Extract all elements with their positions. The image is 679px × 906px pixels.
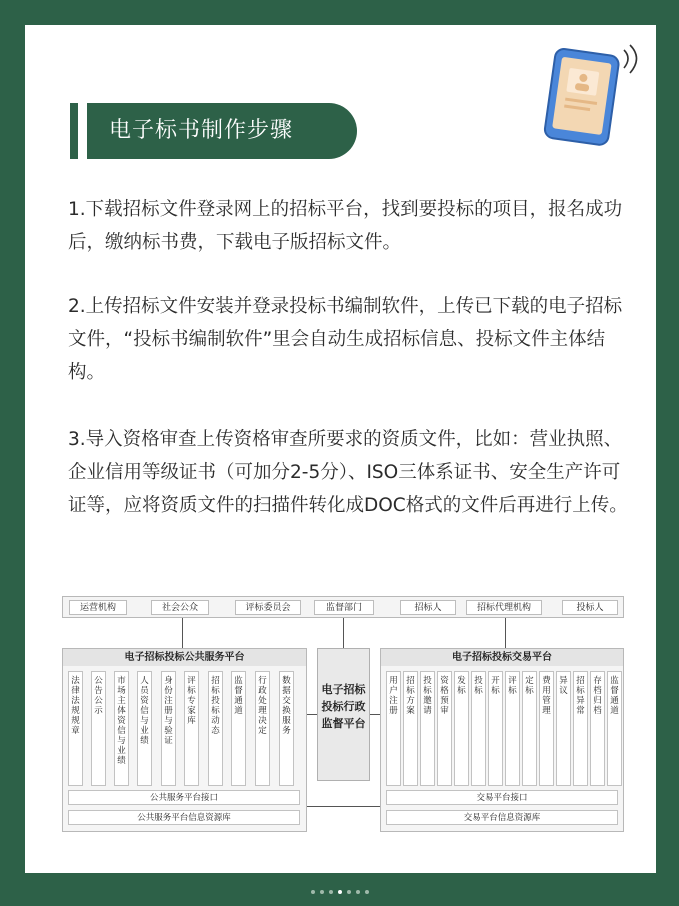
module-column: 投标: [471, 671, 486, 786]
page-dot[interactable]: [365, 890, 369, 894]
page-dot[interactable]: [347, 890, 351, 894]
page-dot-active[interactable]: [338, 890, 342, 894]
module-column: 监督通道: [231, 671, 246, 786]
connector-arrow: [343, 618, 344, 648]
module-column: 费用管理: [539, 671, 554, 786]
module-column: 用户注册: [386, 671, 401, 786]
panel-title: 电子招标投标交易平台: [381, 649, 623, 666]
database-bar: 公共服务平台信息资源库: [68, 810, 300, 825]
entity-box: 社会公众: [151, 600, 209, 615]
step-3-text: 3.导入资格审查上传资格审查所要求的资质文件，比如：营业执照、企业信用等级证书（可加分2-5分）、ISO三体系证书、安全生产许可证等，应将资质文件的扫描件转化成DOC格式的文件后再进行上传。: [68, 429, 628, 516]
page-dot[interactable]: [356, 890, 360, 894]
module-column: 公告公示: [91, 671, 106, 786]
step-1-text: 1.下载招标文件登录网上的招标平台，找到要投标的项目，报名成功后，缴纳标书费，下载电子版招标文件。: [68, 199, 623, 253]
connector-arrow: [370, 714, 380, 715]
entity-box: 投标人: [562, 600, 618, 615]
module-column: 定标: [522, 671, 537, 786]
module-column: 身份注册与验证: [161, 671, 176, 786]
module-column: 人员资信与业绩: [137, 671, 152, 786]
entity-box: 招标代理机构: [466, 600, 542, 615]
connector-arrow: [307, 806, 380, 807]
module-column: 法律法规规章: [68, 671, 83, 786]
module-column: 招标方案: [403, 671, 418, 786]
module-column: 投标邀请: [420, 671, 435, 786]
module-column: 招标投标动态: [208, 671, 223, 786]
connector-arrow: [182, 618, 183, 648]
module-column: 存档归档: [590, 671, 605, 786]
entity-box: 监督部门: [314, 600, 374, 615]
database-bar: 交易平台信息资源库: [386, 810, 618, 825]
platform-diagram: [62, 596, 624, 832]
page-dot[interactable]: [329, 890, 333, 894]
title-tab: [87, 103, 357, 159]
entity-box: 运营机构: [69, 600, 127, 615]
page-dot[interactable]: [311, 890, 315, 894]
module-column: 招标异常: [573, 671, 588, 786]
page-indicator: [0, 890, 679, 894]
connector-arrow: [505, 618, 506, 648]
trading-platform-panel: [380, 648, 624, 832]
module-column: 市场主体资信与业绩: [114, 671, 129, 786]
step-2-text: 2.上传招标文件安装并登录投标书编制软件，上传已下载的电子招标文件，“投标书编制软件”里会自动生成招标信息、投标文件主体结构。: [68, 296, 623, 383]
module-column: 发标: [454, 671, 469, 786]
interface-bar: 交易平台接口: [386, 790, 618, 805]
module-column: 评标: [505, 671, 520, 786]
tablet-icon: [538, 40, 648, 150]
public-service-panel: [62, 648, 307, 832]
panel-title: 电子招标投标公共服务平台: [63, 649, 306, 666]
page-dot[interactable]: [320, 890, 324, 894]
module-column: 评标专家库: [184, 671, 199, 786]
entity-box: 招标人: [400, 600, 456, 615]
entity-box: 评标委员会: [235, 600, 301, 615]
entity-row: [62, 596, 624, 618]
module-column: 开标: [488, 671, 503, 786]
connector-arrow: [307, 714, 317, 715]
module-column: 异议: [556, 671, 571, 786]
page-title: 电子标书制作步骤: [109, 118, 294, 143]
supervision-platform: 电子招标投标行政监督平台: [317, 648, 370, 781]
module-column: 监督通道: [607, 671, 622, 786]
module-column: 行政处理决定: [255, 671, 270, 786]
module-column: 资格预审: [437, 671, 452, 786]
title-accent-bar: [70, 103, 78, 159]
module-column: 数据交换服务: [279, 671, 294, 786]
interface-bar: 公共服务平台接口: [68, 790, 300, 805]
